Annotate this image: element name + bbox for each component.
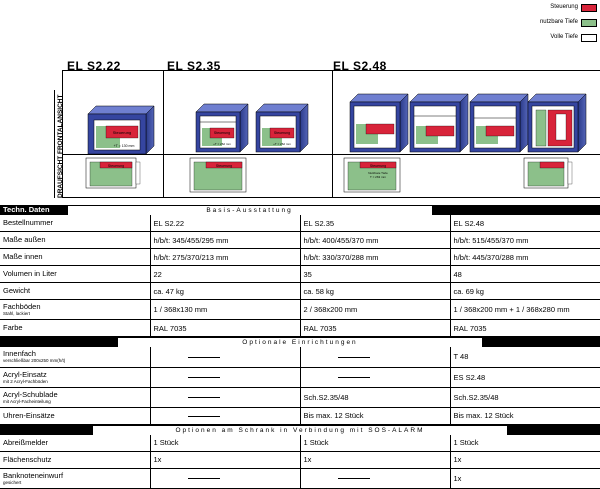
svg-text:Steuerung: Steuerung <box>369 164 387 168</box>
row-label <box>0 435 150 452</box>
cell-s235: 35 <box>300 266 450 283</box>
cell-s235: h/b/t: 330/370/288 mm <box>300 249 450 266</box>
svg-text:Steuerung: Steuerung <box>273 131 291 135</box>
cell-s235: h/b/t: 400/455/370 mm <box>300 232 450 249</box>
row-label-text: Gewicht <box>3 286 31 295</box>
not-available-dash <box>338 478 370 479</box>
row-label-text: Bestellnummer <box>3 218 54 227</box>
cell-s235: EL S2.35 <box>300 215 450 232</box>
svg-text:Steuerung: Steuerung <box>213 131 231 135</box>
cell-s235 <box>300 468 450 488</box>
not-available-dash <box>338 377 370 378</box>
row-label <box>0 387 150 407</box>
not-available-dash <box>188 357 220 358</box>
row-sublabel: gesichert <box>3 479 22 485</box>
row-label <box>0 367 150 387</box>
model-title-s222: EL S2.22 <box>67 59 121 73</box>
not-available-dash <box>188 416 220 417</box>
table-row <box>0 249 600 266</box>
top-view-s222 <box>86 158 140 188</box>
section-optional: Optionale Einrichtungen <box>118 338 482 347</box>
cell-s222: 1 Stück <box>150 435 300 452</box>
row-label-text: Banknoteneinwurf <box>3 470 64 480</box>
row-label <box>0 283 150 300</box>
legend-label-steuerung: Steuerung <box>550 4 578 10</box>
row-label-text: Maße innen <box>3 252 43 261</box>
row-label-text: Uhren-Einsätze <box>3 410 55 420</box>
cell-s235: ca. 58 kg <box>300 283 450 300</box>
not-available-dash <box>188 397 220 398</box>
cell-s235 <box>300 367 450 387</box>
row-label <box>0 266 150 283</box>
table-row <box>0 367 600 387</box>
section-sos: Optionen am Schrank in Verbindung mit SOS-ALARM <box>93 426 507 435</box>
row-label <box>0 232 150 249</box>
cell-s248: ca. 69 kg <box>450 283 600 300</box>
cell-s222 <box>150 387 300 407</box>
legend-label-nutzbare-tiefe: nutzbare Tiefe <box>539 19 578 25</box>
cell-s248: RAL 7035 <box>450 320 600 337</box>
table-row <box>0 300 600 320</box>
top-view-s235 <box>190 158 246 192</box>
cell-s222: h/b/t: 345/455/295 mm <box>150 232 300 249</box>
svg-text:T = 263 mm: T = 263 mm <box>369 175 387 179</box>
cell-s222 <box>150 468 300 488</box>
row-label-text: Maße außen <box>3 235 46 244</box>
not-available-dash <box>338 357 370 358</box>
spec-table <box>0 205 600 489</box>
cell-s248: 48 <box>450 266 600 283</box>
model-title-s235: EL S2.35 <box>167 59 221 73</box>
cell-s248: ES S2.48 <box>450 367 600 387</box>
row-label <box>0 347 150 367</box>
cell-s222 <box>150 407 300 424</box>
table-row <box>0 320 600 337</box>
row-sublabel: verschließbar 200x250 mm(h/t) <box>3 358 66 364</box>
section-basis: Basis-Ausstattung <box>68 206 432 215</box>
cell-s222 <box>150 367 300 387</box>
row-label-text: Acryl-Schublade <box>3 389 58 399</box>
table-row <box>0 232 600 249</box>
view-label-top: DRAUFSICHT <box>57 155 64 198</box>
not-available-dash <box>188 478 220 479</box>
cell-s248: h/b/t: 445/370/288 mm <box>450 249 600 266</box>
cell-s222: 1 / 368x130 mm <box>150 300 300 320</box>
table-row <box>0 283 600 300</box>
svg-text:Steuerung: Steuerung <box>107 164 125 168</box>
row-sublabel: mit Acryl-Facheinteilung <box>3 398 51 404</box>
row-label-text: Farbe <box>3 323 23 332</box>
cell-s222: h/b/t: 275/370/213 mm <box>150 249 300 266</box>
not-available-dash <box>188 377 220 378</box>
svg-text:+T = 130 mm: +T = 130 mm <box>113 144 135 148</box>
top-view-s248 <box>344 158 572 192</box>
table-row <box>0 468 600 488</box>
legend-swatch-nutzbare-tiefe <box>581 19 597 27</box>
cell-s248: EL S2.48 <box>450 215 600 232</box>
row-label <box>0 215 150 232</box>
row-label-text: Volumen in Liter <box>3 269 57 278</box>
cell-s222 <box>150 347 300 367</box>
legend-swatch-steuerung <box>581 4 597 12</box>
row-sublabel: mit 2 Acryl-Fachböden <box>3 378 48 384</box>
svg-text:Nutzbare Tiefe: Nutzbare Tiefe <box>368 171 388 175</box>
cell-s235: Bis max. 12 Stück <box>300 407 450 424</box>
table-row <box>0 451 600 468</box>
legend-label-volle-tiefe: Volle Tiefe <box>550 34 578 40</box>
row-label-text: Fachböden <box>3 302 41 311</box>
cell-s222: EL S2.22 <box>150 215 300 232</box>
row-label <box>0 300 150 320</box>
cell-s222: 22 <box>150 266 300 283</box>
tech-data-header: Techn. Daten <box>3 205 50 214</box>
row-label <box>0 249 150 266</box>
front-view-s248 <box>350 94 586 152</box>
cell-s235: 1x <box>300 451 450 468</box>
cell-s248: h/b/t: 515/455/370 mm <box>450 232 600 249</box>
table-row <box>0 407 600 424</box>
cell-s248: T 48 <box>450 347 600 367</box>
cell-s235: Sch.S2.35/48 <box>300 387 450 407</box>
table-row <box>0 347 600 367</box>
model-title-s248: EL S2.48 <box>333 59 387 73</box>
table-row <box>0 215 600 232</box>
cell-s235 <box>300 347 450 367</box>
cell-s235: 1 Stück <box>300 435 450 452</box>
cell-s248: Bis max. 12 Stück <box>450 407 600 424</box>
cell-s222: ca. 47 kg <box>150 283 300 300</box>
svg-text:+T = 262 mm: +T = 262 mm <box>213 142 231 146</box>
row-label <box>0 451 150 468</box>
cell-s248: 1 Stück <box>450 435 600 452</box>
front-view-s222 <box>88 106 154 154</box>
table-row <box>0 266 600 283</box>
row-label-text: Innenfach <box>3 349 36 359</box>
label-steuerung: Steuerung <box>112 130 132 135</box>
cell-s235: 2 / 368x200 mm <box>300 300 450 320</box>
table-row <box>0 435 600 452</box>
row-sublabel: Stahl, lackiert <box>3 311 31 316</box>
cell-s248: 1x <box>450 468 600 488</box>
cell-s248: Sch.S2.35/48 <box>450 387 600 407</box>
svg-text:+T = 262 mm: +T = 262 mm <box>273 142 291 146</box>
row-label-text: Flächenschutz <box>3 454 52 464</box>
cell-s248: 1 / 368x200 mm + 1 / 368x280 mm <box>450 300 600 320</box>
cabinet-drawings <box>0 70 600 198</box>
row-label-text: Acryl-Einsatz <box>3 369 47 379</box>
row-label-text: Abreißmelder <box>3 437 49 447</box>
cell-s248: 1x <box>450 451 600 468</box>
section-header-basis <box>0 205 600 215</box>
cell-s222: 1x <box>150 451 300 468</box>
front-view-s235 <box>196 104 308 152</box>
view-label-front: FRONTALANSICHT <box>57 94 64 154</box>
cell-s222: RAL 7035 <box>150 320 300 337</box>
cell-s235: RAL 7035 <box>300 320 450 337</box>
svg-text:Steuerung: Steuerung <box>215 164 233 168</box>
row-label <box>0 320 150 337</box>
section-header-optional <box>0 337 600 348</box>
legend-swatch-volle-tiefe <box>581 34 597 42</box>
section-header-sos <box>0 424 600 435</box>
table-row <box>0 387 600 407</box>
row-label <box>0 468 150 488</box>
row-label <box>0 407 150 424</box>
